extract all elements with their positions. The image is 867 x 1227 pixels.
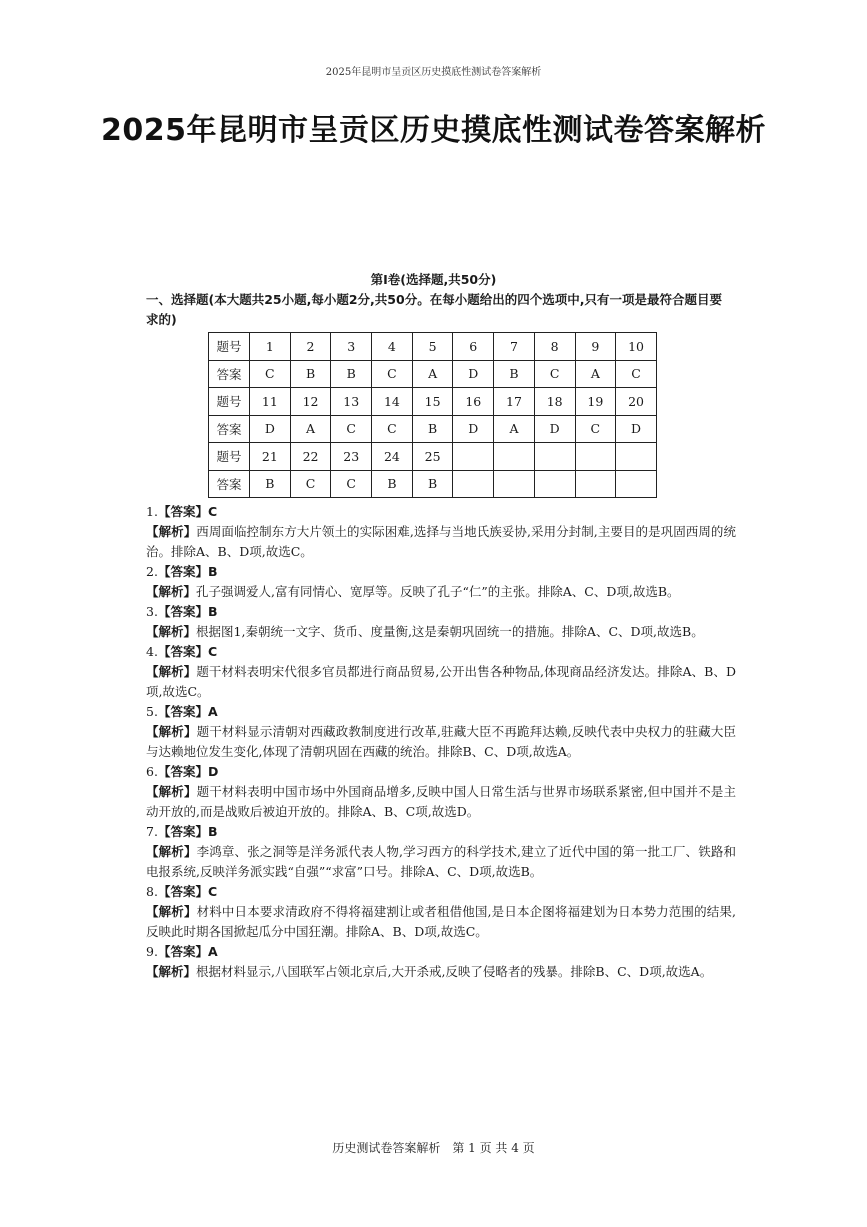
table-row — [209, 333, 657, 361]
answer-label: 【答案】 — [157, 504, 208, 519]
table-cell: 7 — [494, 333, 535, 361]
analysis-label: 【解析】 — [146, 584, 197, 599]
table-cell — [616, 470, 657, 498]
table-row — [209, 388, 657, 416]
analysis — [146, 662, 736, 702]
table-cell: D — [534, 415, 575, 443]
table-row-header: 题号 — [209, 443, 250, 471]
answer-key — [146, 602, 736, 622]
analysis-text: 题干材料表明中国市场中外国商品增多,反映中国人日常生活与世界市场联系紧密,但中国并不是主动开放的,而是战败后被迫开放的。排除A、B、C项,故选D。 — [146, 784, 736, 819]
table-cell — [453, 443, 494, 471]
table-row — [209, 443, 657, 471]
table-cell — [494, 470, 535, 498]
section-title: 第Ⅰ卷(选择题,共50分) — [370, 272, 497, 287]
table-cell: B — [412, 470, 453, 498]
table-cell: C — [534, 360, 575, 388]
item-number: 8. — [146, 884, 158, 899]
table-cell: 22 — [290, 443, 331, 471]
table-cell: 8 — [534, 333, 575, 361]
table-cell: 10 — [616, 333, 657, 361]
table-cell — [616, 443, 657, 471]
item-number: 6. — [146, 764, 158, 779]
table-cell: A — [494, 415, 535, 443]
table-cell: C — [290, 470, 331, 498]
table-cell: 20 — [616, 388, 657, 416]
answer-key — [146, 562, 736, 582]
table-cell — [534, 443, 575, 471]
table-cell: D — [616, 415, 657, 443]
table-cell — [575, 470, 616, 498]
answer-table — [208, 332, 657, 498]
table-cell: B — [250, 470, 291, 498]
analysis-label: 【解析】 — [146, 784, 197, 799]
table-cell — [534, 470, 575, 498]
answer-value: D — [207, 764, 219, 779]
answer-key — [146, 822, 736, 842]
answer-item — [146, 562, 736, 602]
table-row — [209, 470, 657, 498]
table-cell: 23 — [331, 443, 372, 471]
table-cell: 2 — [290, 333, 331, 361]
answer-item — [146, 762, 736, 822]
table-row — [209, 415, 657, 443]
analysis-text: 材料中日本要求清政府不得将福建割让或者租借他国,是日本企图将福建划为日本势力范围的结果,反映此时期各国掀起瓜分中国狂潮。排除A、B、D项,故选C。 — [146, 904, 736, 939]
answer-key — [146, 702, 736, 722]
table-cell: C — [372, 415, 413, 443]
analysis-text: 根据材料显示,八国联军占领北京后,大开杀戒,反映了侵略者的残暴。排除B、C、D项,故选A。 — [196, 964, 713, 979]
table-cell: B — [412, 415, 453, 443]
table-cell: B — [290, 360, 331, 388]
item-number: 2. — [146, 564, 158, 579]
table-row-header: 答案 — [209, 360, 250, 388]
table-row — [209, 360, 657, 388]
table-cell: C — [616, 360, 657, 388]
table-cell: 5 — [412, 333, 453, 361]
table-cell: 15 — [412, 388, 453, 416]
item-number: 9. — [146, 944, 158, 959]
answer-label: 【答案】 — [157, 824, 208, 839]
table-cell: 19 — [575, 388, 616, 416]
table-cell: 3 — [331, 333, 372, 361]
table-cell — [494, 443, 535, 471]
answer-items — [146, 502, 736, 982]
table-cell: 25 — [412, 443, 453, 471]
analysis — [146, 582, 736, 602]
table-cell: 18 — [534, 388, 575, 416]
table-row-header: 题号 — [209, 388, 250, 416]
table-cell: C — [331, 470, 372, 498]
analysis-label: 【解析】 — [146, 724, 197, 739]
answer-key — [146, 942, 736, 962]
answer-key — [146, 502, 736, 522]
answer-label: 【答案】 — [157, 564, 208, 579]
answer-value: A — [207, 704, 218, 719]
answer-value: B — [207, 604, 218, 619]
table-cell: C — [372, 360, 413, 388]
item-number: 7. — [146, 824, 158, 839]
analysis — [146, 722, 736, 762]
answer-value: B — [207, 564, 218, 579]
answer-item — [146, 702, 736, 762]
table-cell: 13 — [331, 388, 372, 416]
table-cell: 14 — [372, 388, 413, 416]
table-cell: 6 — [453, 333, 494, 361]
answer-value: A — [207, 944, 218, 959]
item-number: 1. — [146, 504, 158, 519]
analysis — [146, 622, 736, 642]
table-row-header: 题号 — [209, 333, 250, 361]
answer-item — [146, 942, 736, 982]
table-cell — [575, 443, 616, 471]
table-cell — [453, 470, 494, 498]
table-cell: B — [372, 470, 413, 498]
answer-item — [146, 822, 736, 882]
table-cell: C — [250, 360, 291, 388]
item-number: 5. — [146, 704, 158, 719]
answer-label: 【答案】 — [157, 704, 208, 719]
answer-key — [146, 642, 736, 662]
table-cell: C — [575, 415, 616, 443]
page-footer: 历史测试卷答案解析 第 1 页 共 4 页 — [332, 1141, 535, 1155]
analysis-label: 【解析】 — [146, 844, 197, 859]
table-cell: 11 — [250, 388, 291, 416]
analysis-label: 【解析】 — [146, 624, 197, 639]
table-cell: A — [575, 360, 616, 388]
table-cell: B — [331, 360, 372, 388]
analysis-text: 西周面临控制东方大片领土的实际困难,选择与当地氏族妥协,采用分封制,主要目的是巩固西周的统治。排除A、B、D项,故选C。 — [146, 524, 736, 559]
table-row-header: 答案 — [209, 415, 250, 443]
item-number: 3. — [146, 604, 158, 619]
analysis — [146, 962, 736, 982]
analysis-label: 【解析】 — [146, 664, 197, 679]
table-cell: 4 — [372, 333, 413, 361]
analysis-label: 【解析】 — [146, 964, 197, 979]
analysis-text: 题干材料显示清朝对西藏政教制度进行改革,驻藏大臣不再跪拜达赖,反映代表中央权力的驻藏大臣与达赖地位发生变化,体现了清朝巩固在西藏的统治。排除B、C、D项,故选A。 — [146, 724, 736, 759]
table-cell: 21 — [250, 443, 291, 471]
item-number: 4. — [146, 644, 158, 659]
analysis-label: 【解析】 — [146, 904, 197, 919]
page-title: 2025年昆明市呈贡区历史摸底性测试卷答案解析 — [101, 113, 766, 148]
table-cell: 17 — [494, 388, 535, 416]
table-cell: 16 — [453, 388, 494, 416]
table-cell: D — [453, 415, 494, 443]
answer-label: 【答案】 — [157, 604, 208, 619]
analysis-text: 李鸿章、张之洞等是洋务派代表人物,学习西方的科学技术,建立了近代中国的第一批工厂、铁路和电报系统,反映洋务派实践“自强”“求富”口号。排除A、C、D项,故选B。 — [146, 844, 736, 879]
table-cell: 12 — [290, 388, 331, 416]
table-cell: 24 — [372, 443, 413, 471]
analysis-text: 孔子强调爱人,富有同情心、宽厚等。反映了孔子“仁”的主张。排除A、C、D项,故选B。 — [196, 584, 680, 599]
answer-label: 【答案】 — [157, 884, 208, 899]
answer-label: 【答案】 — [157, 764, 208, 779]
answer-item — [146, 502, 736, 562]
answer-item — [146, 602, 736, 642]
analysis-label: 【解析】 — [146, 524, 197, 539]
analysis-text: 题干材料表明宋代很多官员都进行商品贸易,公开出售各种物品,体现商品经济发达。排除A、B、D项,故选C。 — [146, 664, 736, 699]
analysis — [146, 902, 736, 942]
answer-item — [146, 882, 736, 942]
table-cell: 9 — [575, 333, 616, 361]
table-cell: C — [331, 415, 372, 443]
answer-key — [146, 882, 736, 902]
answer-label: 【答案】 — [157, 644, 208, 659]
answer-value: C — [207, 504, 218, 519]
answer-value: B — [207, 824, 218, 839]
table-cell: 1 — [250, 333, 291, 361]
analysis — [146, 782, 736, 822]
analysis — [146, 842, 736, 882]
answer-item — [146, 642, 736, 702]
analysis-text: 根据图1,秦朝统一文字、货币、度量衡,这是秦朝巩固统一的措施。排除A、C、D项,故选B。 — [196, 624, 704, 639]
answer-value: C — [207, 644, 218, 659]
table-cell: A — [290, 415, 331, 443]
running-head: 2025年昆明市呈贡区历史摸底性测试卷答案解析 — [325, 67, 542, 78]
table-cell: D — [250, 415, 291, 443]
instructions: 一、选择题(本大题共25小题,每小题2分,共50分。在每小题给出的四个选项中,只有一项是最符合题目要求的) — [146, 292, 722, 327]
answer-key — [146, 762, 736, 782]
table-cell: B — [494, 360, 535, 388]
analysis — [146, 522, 736, 562]
answer-value: C — [207, 884, 218, 899]
table-row-header: 答案 — [209, 470, 250, 498]
answer-label: 【答案】 — [157, 944, 208, 959]
table-cell: D — [453, 360, 494, 388]
table-cell: A — [412, 360, 453, 388]
